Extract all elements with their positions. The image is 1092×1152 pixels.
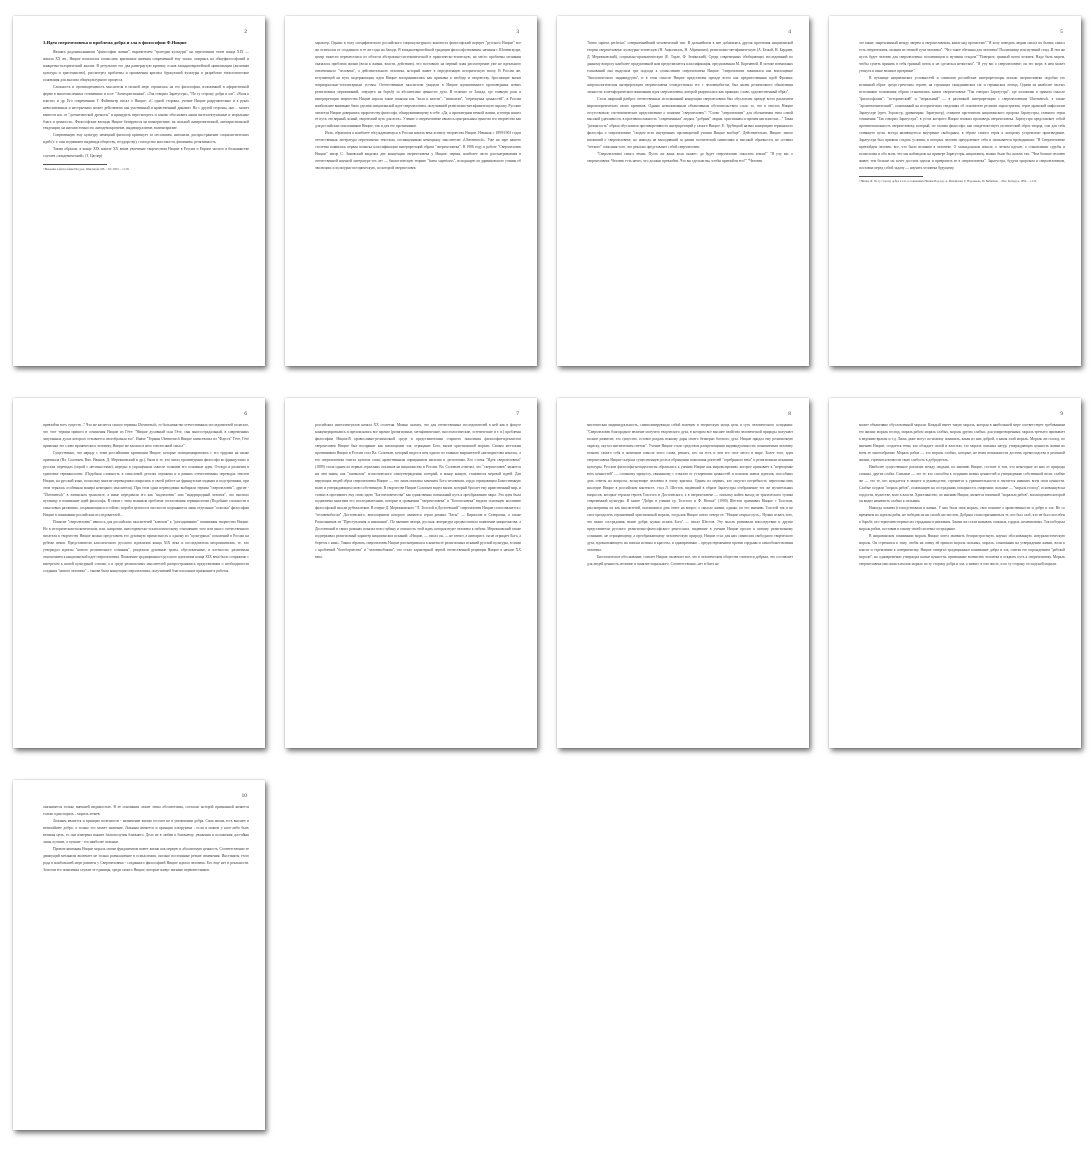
page-2 bbox=[285, 16, 537, 366]
paragraph: "homo sapiens perfectus" совершеннейший человеческий тип. В дальнейшем в нее добавилась другая прочтения ницшеанской теории сверхчеловека: культурно-этическую (Н. Аяксенталь, Н. Абрамович), религиозно-метафизическую (А. Белый, Н. Бердяев, Д. Мережковский), социально-прагматическую (Е. Тарле, Ф. Зелинский). Среди современных обобщающих исследований по данному вопросу наиболее продуктивной нам представляется классификация, предложенная М. Кореневой. В потоке возможных толкований она выделила три подхода к осмыслению сверхчеловека Ницше: "сверхчеловек понимался как воплощение "биологического индивидуума", и в этом смысле Ницше представлен прежде всего как предшественник идей Фромма; антропологическая интерпретация сверхчеловека отождествляла его с человекобогом, был явлен религиозного обновления личности; в метафорическом понимании идея сверхчеловека, которой разрушалась как принцип, слово, художественный образ". bbox=[587, 41, 793, 94]
page-body bbox=[587, 40, 793, 165]
paragraph: превзойти всех существ..." Что же касается самого термина Ubermensch, то большинство отечественных исследователей полагало, что этот термин пришел в сочинения Ницше из Гёте: "Ницше духовный сын Гёте, сын многострадальный, в современных запутанных духах которого отзывается своеобразная эхо". Иначе "Термин Ubermensch Ницше заимствовал из "Фауста" Гёте, Гёте применял это слово иронически к человеку, Ницше же вложил в него совсем иной смысл". bbox=[43, 423, 249, 448]
page-body bbox=[315, 40, 521, 172]
paragraph: Таким образом, в конце XIX начале XX веков увлечение творчеством Ницше в России и Европе носило в большинстве случаев «эпидемический» (Т. Цатлер) bbox=[43, 147, 249, 159]
page-4 bbox=[829, 16, 1081, 366]
page-6 bbox=[285, 398, 537, 748]
paragraph: российских интеллектуалов начала XX столетия. Можно сказать, что для отечественных исследователей в ней как в фокусе концентрировались и преломлялись все прочие (религиозные, метафизические, гносеологические, эстетические и т. п.) проблемы философии Ницше.В православно-религиозной среде и представителями старшего поколения философов-идеалистов сверхчеловек Ницше был воспринят как воплощение зла, отрицание Бога, вызов христианской морали. Самым жестоким противником Ницше в России стал Вл. Соловьев, который видел в нем одного из главных выразителей «антихристова начала», а его сверхчеловека считал культом силы, нравственным оправданием насилия и деспотизма. Его статья "Идея сверхчеловека" (1899) стала одним из первых серьезных откликов на ницшеанство в России. Вл. Соловьев отмечал, что "сверхчеловек" является ни чем иным, как "символом" эгоистического самоутверждения, который, в конце концов, становится мертвой идеей. Для верующих людей образ сверхчеловека Ницше — это лишь попытка заменить Бога человеком, гордо отрицающим Божественную волю и утверждающим свою собственную. В творчестве Ницше Соловьев видел вызов, который бросает ему нравственный мир, и ставил в противовес ему свою идею "Богочеловечества" как единственно возможный путь к преображению мира. Эта идея была подхвачена многими его последователями, которые в сравнении "сверхчеловека" и "Богочеловека" видели основную коллизию философской мысли рубежа веков. В очерке Д. Мережковского "Л. Толстой и Достоевский" сверхчеловек Ницше сопоставляется с "человекобогом" Достоевского, воплощением которого являются герои романа "Бесы" — Кириллов и Ставрогин, а также Раскольников из "Преступления и наказания". По мнению автора, русская литература предвосхитила появление ницшеанства, а Достоевский в своих романах показал всю глубину и опасность этой идеи, которая ведет человека к гибели. Мережковский также подчеркивал религиозный характер ницшеанских исканий: «Ницше, — писал он, — не атеист, а антихрист, он не отрицает Бога, а борется с ним». Таким образом, сверхчеловек Ницше рассматривался в контексте религиозных исканий русской культуры, в связи с проблемой "богоборчества" и "человекобожия", что стало характерной чертой отечественной рецепции Ницше в начале XX века. bbox=[315, 423, 521, 560]
page-body bbox=[859, 40, 1065, 183]
page-1 bbox=[13, 16, 265, 366]
paragraph: Ложным является и принцип полезности - назначение жизни состоит не в увеличении добра. Сама жизнь есть высшее и величайшее добро, а только это может значение. Ложным является и принцип альтруизма : если я можем у кого-либо быть великая цель, то она измерена важнее благополучия ближнего. Дело не в любви к ближнему; уважения и положения достойны лишь лучшие, а лучшие - это наиболее сильные. bbox=[43, 818, 249, 844]
page-8 bbox=[829, 398, 1081, 748]
page-body bbox=[43, 40, 249, 171]
footnote: ¹ Ницше Ф. По ту сторону добра и зла, в сочинениях Ницше/Под ред. А. Михайлова, Е. Воронкова, М. Бибихина. – Мн.: Беларусь, 1992. – с.132. bbox=[859, 179, 1037, 184]
page-body bbox=[43, 804, 249, 874]
paragraph: характер. Однако в силу специфического российского социокультурного контекста философский портрет "русского Ницше" все же отличался от созданного в те же годы на Западе. В западноевропейской традиции философствования, начиная с Шопенгауэра, центр тяжести переместился из области абстрактно-систематической в практическо-этическую, на место проблемы познания оказалась проблема жизни (воля к жизни, власти, действию), что поставило на первый план рассмотрение уже не идеального отвлеченного "человека", а действительного человека, который живет в определенную историческую эпоху. В России же, вступающей на путь модернизации, идеи Ницше воспринимались как призывы к свободе и творчеству, бросающие вызов патриархально-тоталитарным устоям. Отечественные мыслители увидели в Ницше вдохновенного проповедника новых религиозных переживаний, зовущего на борьбу за абсолютные ценности духа. В отличие от Запада, где главную роль в интерпретации творчества Ницше играли такие понятия как "воля к власти", "нигилизм", "переоценка ценностей", в России наибольшее внимание было уделено ницшеанской идее сверхчеловека, получившей религиозно-метафизическую окраску. Русские читатели Ницше доверялись пророчеству философа, обнаруживающему в себе: «Да, я проповедник вечной жизни, и теперь нашел ее путь: ею верный, ясный, творческий путь для всех». Учение о сверхчеловеке явилось центральным пунктом его творчества как для российских поклонников Ницше, так и для его противников. bbox=[315, 41, 521, 129]
page-number: 3 bbox=[516, 29, 519, 35]
paragraph: может объективно обусловленной морали. Каждый имеет такую мораль, которая в наибольшей мере соответствует требованиям его жизни: мораль господ, мораль рабов; мораль слабых, мораль других слабых, для умиротворенных; мораль третьего призывает к ведению врагам и т.д. Лишь даже могут по-новому понимать, какая из них доброй, а какая злой мораль. Мораль же господ, по мнению Ницше, создается теми, кто обладает силой и властью, это мораль сильных натур, утверждающих ценность жизни во всем ее многообразии. Мораль рабов — это мораль слабых, которые, не имея возможности достичь превосходства в реальной жизни, стремятся возвести свою слабость в добродетель. bbox=[859, 423, 1065, 462]
page-9 bbox=[13, 780, 265, 1130]
paragraph: Наиболее существенное различие между людьми, по мнению Ницше, состоит в том, что некоторые из них от природы сильны, другие слабы. Сильные — это те, кто способен к созданию новых ценностей и утверждению собственной воли; слабые же — это те, кто нуждается в защите и руководстве, стремится к уравнительности и пытается навязать всем свои ценности. Слабые создали "мораль рабов", основанную на сострадании, покорности, смирении; сильные — "мораль господ", основанную на гордости, мужестве, воле к власти. Христианство, по мнению Ницше, является типичной "моралью рабов", воплощением которой он видит ненависть слабых к сильным. bbox=[859, 464, 1065, 504]
footnote-rule bbox=[43, 164, 107, 165]
paragraph: В путанице ницшеанских условностей и символов российские интерпретаторы искали сверхчеловека подобно его истинный образ: среди греческих героев, на страницах скандинавских саг и германских легенд. Одним из наиболее частых источников толкования образа становились книги сверхчеловека "Так говорил Заратустра", где изложены в прямом смысле "философским", "исторический" и "моральный" — в различной интерпретации с сверхчеловеком Ubermensch, а также "архитектонический", основанный на исторических сведениях об основателе религии зороастризма, герое иранской мифологии Заратустре (греч. Зороастр, древнеиран. Заратуштр), ставшем прототипом ницшеанского пророка Заратустры, главного героя сочинения "Так говорил Заратустра", в устах которого Ницше вложил проповедь сверхчеловека. Заратустра представляет собой противоположность сверхчеловеку, который, по словам философа, как свидетельствует поэтический образ творца, сам для себя ставящего цели, всегда являющегося внутренне свободным, в образе самого героя к которому устремлено произведение. Заратустра был призван создать условия, в которых человек преодолевает себя и оказывается проводником: "В Сверхчеловеке превзойден человек, все, что было великим в человеке. О халкидонском начале, о четком идеале, о становлении судьбы и психологии и обо всем, что мы наблюдали на примере Заратустры, ницшеанец, можно было бы сказать так: "Чем больше человек живет, тем больше он хочет достичь идеала и превратить ее в сверхчеловека". Заратустра, будучи пророком и сверхчеловеком, поставил перед собой задачу — научить человека будущему. bbox=[859, 75, 1065, 171]
page-number: 4 bbox=[788, 29, 791, 35]
page-body bbox=[587, 422, 793, 568]
footnote: ¹ Введение в философию/Под ред. Шмелевой О.В. – М.: 2003. – с.128. bbox=[43, 167, 130, 172]
paragraph: мистическая индивидуальность, символизирующая собой волевую и творческую мощь цель и суть человеческого созидания: "Сверхчеловек благородное величие могучего творческого духа, в котором все высшее свойства человеческой природы получают полное развитие, это существо, готовое раздать всякому дары своего безмерно богатого духа. Ницше придал ему религиозную окраску, окутал мистическим светом". Учение Ницше стало средством раскрепощения индивидуальности, понимаемым человеку познать самого себя в античном смысле этого слова, решить, кто он есть и чем его свое место в мире. Более того, идея сверхчеловека Ницше сыграла существенную роль в обращении поколения деятелей "серебряного века" к религиозным исканиям культуры. Русские философы-неоидеалисты обратились к учению Ницше как мировоззрению, которое призывает к "переоценке всех ценностей" — сложному процессу, связанному с отказом от устаревших ценностей и поиском новых идеалов, способных дать ответы на вопросы, волнующие человека в эпоху кризиса. Одним из первых, кто ощутил потребность переосмыслить наследие Ницше в российском контексте, стал Л. Шестов, видевший в образе Заратустры отображение тех же мучительных вопросов, которые терзали героев Толстого и Достоевского, а в сверхчеловеке — попытку найти выход из трагического тупика современной культуры. В книге "Добро в учении гр. Толстого и Ф. Нитше" (1900) Шестов сравнивал Ницше с Толстым, рассматривая их как мыслителей, пытавшихся дать ответ на вопрос о смысле жизни, однако, по его мнению, Толстой так и не смог преодолеть ограничений христианской морали, тогда как Ницше смело отверг ее. "Ницше открыл путь... Нужно искать того, что выше сострадания, выше добра; нужно искать Бога" — писал Шестов. Эту мысль развивали впоследствии и другие представители русского религиозно-философского ренессанса, видевшие в учении Ницше пролог к новому религиозному сознанию, не отрицающему, а преображающему человеческую природу. Ницше стал для них символом свободного творческого духа, вдохновляющего на поиски истины и красоты, и одновременно – предостережением против гордыни и самообожествления человека. bbox=[587, 423, 793, 553]
paragraph: Биологическое обоснование, считает Ницше, включает все, что в человеческом обществе считается добрым, что составляет для людей ценность, величие и понятие морального. Соответственно, нет и быть не bbox=[587, 555, 793, 567]
paragraph: В ницшеанском понимании мораль Ницше хотел заменить беспристрастную, научно обоснованную, натуралистическую мораль. Он стремился к тому, чтобы на смену ей пришла мораль сильных, мораль, основанная на утверждении жизни, воли к власти и стремлении к совершенству. Ницше отвергал традиционное понимание добра и зла, считая его порождением "рабской морали", но одновременно утверждал новые ценности, призванные возвысить человека и открыть путь к сверхчеловеку. Мораль сверхчеловека мыслилась им как мораль по ту сторону добра и зла, а значит, в том числе, и по ту сторону господской морали. bbox=[859, 534, 1065, 567]
paragraph: оказывается только внешней видимостью. В ее основании лежит этика абсолютизма, согласно которой признанной является только одна мораль – мораль хозяев. bbox=[43, 805, 249, 816]
paragraph: Столь широкий разброс отечественных истолкований концепции сверхчеловека был обусловлен прежде всего различием мировоззренческих своих критиков. Однако немаловажным объективным обстоятельством стало то, что в текстах Ницше отсутствовало систематическое представление о понятии "сверхчеловек": "Слово "сверхчеловек" для обозначения типа самой высокой удачливости, в противоположность "современным" людям, "добрым" людям, христианам и прочим нигилистам…" Такая "размытость" образа обусловила противоречивость интерпретаций у самого Ницше. Е. Трубецкой назвал концепцию германского философа о сверхчеловеке "сводом всех внутренних противоречий учения Ницше вообще". Действительно, Ницше, много писавший о сверхчеловеке, но никогда не выходивший за рамки поэтической символики и высокой образности, не оставил "четкого" описания того, что реально представляет собой сверхчеловек: bbox=[587, 96, 793, 150]
paragraph: Современную ему культуру немецкий философ критикует за пессимизм, нигилизм, распространение социалистических идей (т. е. они подчиняют индивида обществу, государству), господство массовости, феминизм, релятивность. bbox=[43, 133, 249, 145]
page-number: 6 bbox=[244, 411, 247, 417]
paragraph: Сложность и противоречивость мыслителя в полной мере отразилась на его философии, изложенной в афористичной форме в многочисленных сочинениях и эссе: "Антихристианин", «Так говорил Заратустра», "По ту сторону добра и зла", «Воля к власти» и др. Его современник Г. Файхингер писал о Ницше: «С одной стороны, учение Ницше разрушительно и в руках невоспитанных и несерьезных может действовать как умственный и нравственный динамит. Но с другой стороны, оно… может вывести нас от "догматической дремоты" и принудить пересмотреть и заново обосновать наши интеллектуальные и моральные блага и ценности». Философские взгляды Ницше базируются на иммористине, на сильной антирелигиозной, антихристианской тенденции, на нигилистичности, антидемократизме, индивидуализме, волюнтаризме. bbox=[43, 84, 249, 131]
page-5 bbox=[13, 398, 265, 748]
page-body bbox=[859, 422, 1065, 568]
page-number: 5 bbox=[1060, 29, 1063, 35]
footnote-rule bbox=[859, 176, 923, 177]
page-number: 9 bbox=[1060, 411, 1063, 417]
page-3 bbox=[557, 16, 809, 366]
paragraph: Понятие "сверхчеловек" явилось для российских мыслителей "ключом" к "разгадыванию" понимания творчества Ницше. Но в историческом-политическом, или, напротив, внесторическо-эсхатологическому отношению того или иного отечественного писателя к творчеству Ницше можно представить его духовную причастность к одному из "культурных" поколений в России на рубеже веков. Представители классического русского идеализма конца XIX века и последователи неоромантизма, те, кто утверждал идеалы "нового религиозного сознания", разделяли духовные траты, обусловленные, в частности, различным отношением к ницшеанской идее сверхчеловека. Появление традиционного русского идеализма конца XIX века было сопряжено с интересом к новой культурной стихии, а в среде религиозных мыслителей распространялись представления о необходимости создания "нового человека" – такова была концепция сверхчеловека, получившей благосклонное признание в работах. bbox=[43, 520, 249, 574]
paragraph: Никогда хозяева (господствовали в жизни. У них была своя мораль, свое понятие о нравственности и добре и зле. Но со временем их идеалы рабы, не победив их ни силой, ни числом, Добрым стали признаваться те, кто был слаб, кто не был способен к борьбе, кто терпеливо переносил страдания и унижения. Злыми же стали называть сильных, гордых, независимых. Так победила мораль рабов, поставив в основу своей системы сострадание. bbox=[859, 506, 1065, 532]
paragraph: Итак, обратимся к наиболее обсуждавшемуся в России начала века аспекту творчества Ницше. Начиная с 1899/1903 годов отечественная литература переполнена текстами, посвященными немецкому мыслителю «Ubermensch». Уже на заре вашего столетия появилась первая попытка классификации интерпретаций образа "сверхчеловека". В 1906 году в работе "Сверхчеловек Ницше" автор С. Зиновский выделил две концепции сверхчеловека у Ницше: первая, наиболее часто рассматриваемая в отечественной научной литературе тех лет — биологическую теорию "homo superiorus", исходящую из дарвиновского учения об эволюции; и культурно-историческую, по которой сверхчеловек bbox=[315, 131, 521, 171]
paragraph: это канат, закрепленный между зверем и сверхчеловеком, канат над пропастью"."Я хочу поведать людям смысл их бытия; смысл есть сверхчеловек, молния из темной тучи человека". "Что такое обезьяна для человека? Посмешище или мучений стыд. И тем же пусть будет человек для сверхчеловека: посмешищем и мучения стыдом"."Поверьте, грязный поток человек. Надо быть морем, чтобы суметь принять в себя грязный поток и не сделаться нечистым". "Я учу вас о сверхчеловеке; он это море, в нем может утонуть и ваше великое презрение". bbox=[859, 41, 1065, 73]
page-number: 2 bbox=[244, 29, 247, 35]
page-number: 8 bbox=[788, 411, 791, 417]
paragraph: "Сверхчеловека смысл земли. Пусть же ваша воля скажет: да будет сверхчеловек смыслом земли!" "Я учу вас о сверхчеловеке. Человек есть нечто, что должно превзойти. Что вы сделали вы, чтобы превзойти его?" "Человек bbox=[587, 152, 793, 164]
paragraph: Являясь родоначальником "философии жизни", выразителем "трагедии культуры" на переломном этапе конца XIX — начала XX вв., Ницше попытался осмыслить кризисные явления современной ему эпохи, опираясь на общефилософский и конкретно-исторический анализ. В результате его два развернутую критику основ западноевропейской цивилизации (античная культура и христианство), рассмотрел проблемы и проявления кризиса буржуазной культуры в разработке типологические основания для анализа общекультурного процесса. bbox=[43, 50, 249, 82]
section-heading: 3.Идея сверхчеловека и проблема добра и зла в философии Ф.Ницше bbox=[43, 40, 187, 45]
page-7 bbox=[557, 398, 809, 748]
page-number: 10 bbox=[241, 793, 247, 799]
paragraph: Провозглашенная Ницше мораль своим фундаментом имеет жизнь как первую и абсолютную ценность. Соответственно ее движущий механизм включает не только размышление в осмыслении, сколько постоянные резкие изменения. Инстинкты этого рода в наибольшей мере развиты у Сверхчеловека - созданного философией Ницше идеала человека. Его еще нет в реальности. Золотом его появления служит те единицы, среди самого Ницше, которые живут жизнью первовестников. bbox=[43, 846, 249, 872]
page-body bbox=[43, 422, 249, 575]
paragraph: Существенно, что наряду с теми российскими критиками Ницше, которые позиционировались с его трудами на языке оригинала (Вл. Соловьев, Вяч. Иванов, Д. Мережковский и др.), были и те, кто читал произведения философа во французских и русских переводах (порой с неточностями), нередко в упрощённом смысле толковав его основные идеи. Отсюда и различия в трактовке терминологии. (Подобная сложность в смысловой деталях отражена и в ранних отечественных переводах текстов Ницше, на русский язык, поскольку многие переводчики опирались в своей работе на французские издания и подстрочники, при этом терялась особенная манера немецкого мыслителя). При этом одни переводчики выбирали термин "сверхчеловек", другие - "Übermensch" в латинском транслите, а иные передавали его как "надчеловек" или "надприродный человек", что вносило путаницу в понимание идей философа. В связи с этим возникла проблема согласования терминологии (Подобные сложности в смысловых различиях, сохраняющихся и сейчас: порой в целом и в частности сохраняются лишь отдельные "осколки" философии Ницше в понимании российских исследователей... bbox=[43, 450, 249, 518]
page-body bbox=[315, 422, 521, 561]
page-number: 7 bbox=[516, 411, 519, 417]
